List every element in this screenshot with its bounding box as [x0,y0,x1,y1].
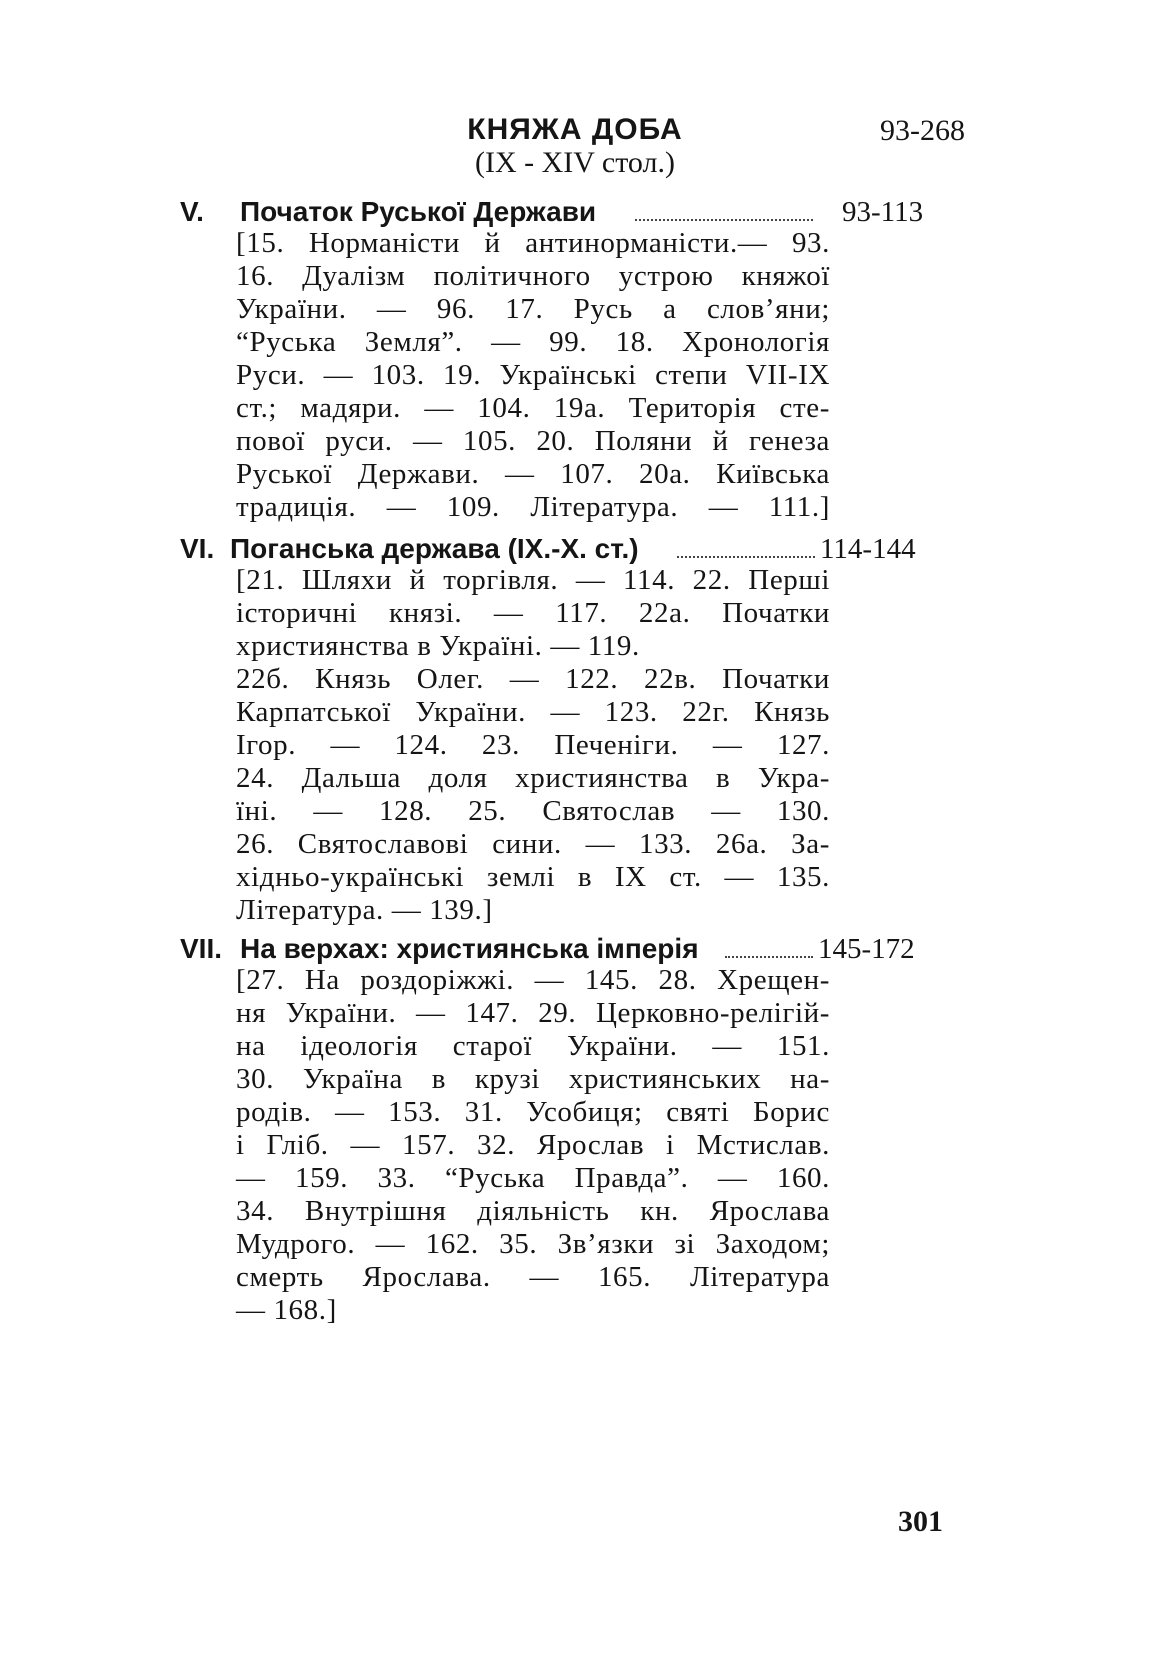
contents-line: — 168.] [236,1294,337,1326]
dot-leader [635,219,813,221]
chapter-title: Поганська держава (IX.-X. ст.) [230,533,639,564]
contents-line: Руси. — 103. 19. Українські степи VII-IX [236,359,830,391]
chapter-heading [180,530,980,568]
contents-line: 34. Внутрішня діяльність кн. Ярослава [236,1195,830,1227]
contents-line: на ідеологія старої України. — 151. [236,1030,830,1062]
chapter-contents [236,564,830,927]
chapter-title: На верхах: християнська імперія [240,933,699,964]
chapter-title: Початок Руської Держави [240,196,597,227]
chapter-contents [236,227,830,524]
contents-line: ст.; мадяри. — 104. 19а. Територія сте- [236,392,830,424]
contents-line: родів. — 153. 31. Усобиця; святі Борис [236,1096,830,1128]
part-title: КНЯЖА ДОБА [467,113,683,146]
contents-line: хідньо-українські землі в IX ст. — 135. [236,861,830,893]
contents-line: 16. Дуалізм політичного устрою княжої [236,260,830,292]
contents-line: Література. — 139.] [236,894,493,926]
contents-line: [21. Шляхи й торгівля. — 114. 22. Перші [236,564,830,596]
contents-line: Карпатської України. — 123. 22г. Князь [236,696,830,728]
part-page-range: 93-268 [880,114,965,147]
contents-line: 24. Дальша доля християнства в Укра- [236,762,830,794]
chapter-heading [180,193,980,231]
part-heading [430,112,720,180]
chapter-number: VI. [180,533,215,564]
contents-line: ня України. — 147. 29. Церковно-релігій- [236,997,830,1029]
contents-line: [27. На роздоріжжі. — 145. 28. Хрещен- [236,964,830,996]
chapter-number: VII. [180,933,223,964]
chapter-heading [180,930,980,968]
chapter-page-range: 114-144 [820,533,916,565]
contents-line: України. — 96. 17. Русь а слов’яни; [236,293,830,325]
contents-line: традиція. — 109. Література. — 111.] [236,491,830,523]
contents-line: Руської Держави. — 107. 20а. Київська [236,458,830,490]
part-subtitle: (IX - XIV стол.) [474,146,675,179]
chapter-page-range: 145-172 [818,933,915,965]
contents-line: “Руська Земля”. — 99. 18. Хронологія [236,326,830,358]
contents-line: Мудрого. — 162. 35. Зв’язки зі Заходом; [236,1228,830,1260]
chapter-page-range: 93-113 [842,196,924,228]
contents-line: історичні князі. — 117. 22а. Початки [236,597,830,629]
chapter-number: V. [180,196,204,227]
contents-line: смерть Ярослава. — 165. Література [236,1261,830,1293]
contents-line: пової руси. — 105. 20. Поляни й генеза [236,425,830,457]
contents-line: християнства в Україні. — 119. [236,630,640,662]
chapter-contents [236,964,830,1327]
contents-line: — 159. 33. “Руська Правда”. — 160. [236,1162,830,1194]
contents-line: 26. Святославові сини. — 133. 26а. За- [236,828,830,860]
contents-line: 22б. Князь Олег. — 122. 22в. Початки [236,663,830,695]
dot-leader [677,556,815,558]
chapter-7 [180,930,980,1327]
contents-line: [15. Норманісти й антинорманісти.— 93. [236,227,830,259]
dot-leader [725,956,813,958]
page-number: 301 [898,1505,943,1538]
contents-line: 30. Україна в крузі християнських на- [236,1063,830,1095]
chapter-6 [180,530,980,927]
contents-line: Ігор. — 124. 23. Печеніги. — 127. [236,729,830,761]
chapter-5 [180,193,980,524]
contents-line: їні. — 128. 25. Святослав — 130. [236,795,830,827]
contents-line: і Гліб. — 157. 32. Ярослав і Мстислав. [236,1129,830,1161]
